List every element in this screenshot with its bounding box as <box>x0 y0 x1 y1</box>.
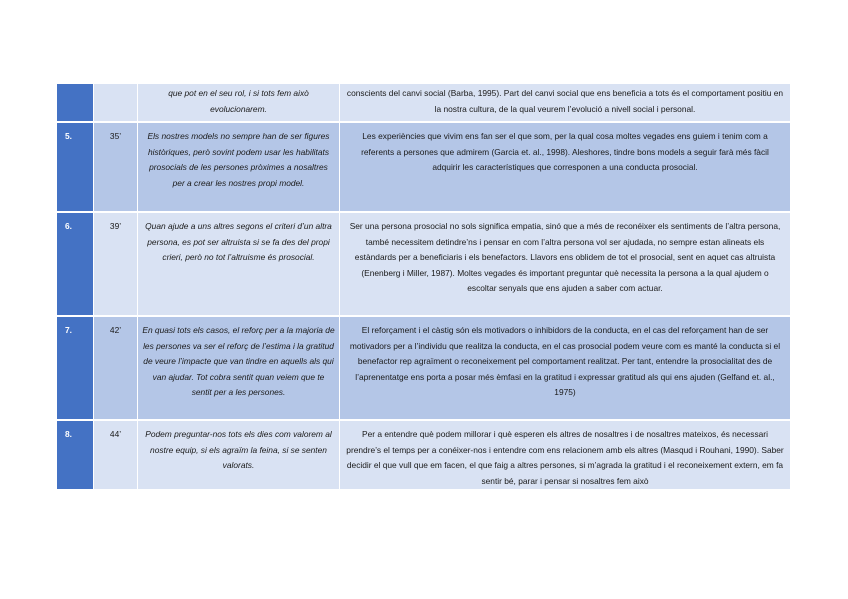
row-summary: Podem preguntar-nos tots els dies com valorem al nostre equip, si els agraïm la feina, si se senten valorats. <box>138 420 340 490</box>
table-row <box>57 316 791 420</box>
row-description: Les experiències que vivim ens fan ser el que som, per la qual cosa moltes vegades ens guiem i tenim com a referents a persones que admirem (Garcia et. al., 1998). Aleshores, tindre bons models a seguir farà més fàcil adquirir les característiques que corresponen a una conducta prosocial. <box>340 122 791 212</box>
table-row <box>57 122 791 212</box>
row-number: 5. <box>57 122 94 212</box>
row-summary: Els nostres models no sempre han de ser figures històriques, però sovint podem usar les habilitats prosocials de les persones pròximes a nosaltres per a crear les nostres propi model. <box>138 122 340 212</box>
row-description: El reforçament i el càstig són els motivadors o inhibidors de la conducta, en el cas del reforçament han de ser motivadors per a l’individu que realitza la conducta, en el cas prosocial podem veure com es manté la conducta si el benefactor rep agraïment o reconeixement pel comportament realitzat. Per tant, entendre la prosocialitat des de l’aprenentatge ens porta a posar més èmfasi en la gratitud i expressar gratitud als qui ens ajuden (Gelfand et. al., 1975) <box>340 316 791 420</box>
row-number: 7. <box>57 316 94 420</box>
session-table <box>57 84 791 491</box>
row-summary: En quasi tots els casos, el reforç per a la majoria de les persones va ser el reforç de l’estima i la gratitud de veure l’impacte que van tindre en aquells als qui van ajudar. Tot cobra sentit quan veiem que te sentit per a les persones. <box>138 316 340 420</box>
row-description: conscients del canvi social (Barba, 1995). Part del canvi social que ens beneficia a tots és el comportament positiu en la nostra cultura, de la qual veurem l’evolució a nivell social i personal. <box>340 84 791 122</box>
row-time <box>94 84 138 122</box>
row-description: Per a entendre què podem millorar i què esperen els altres de nosaltres i de nosaltres mateixos, és necessari prendre’s el temps per a conéixer-nos i entendre com ens relacionem amb els altres (Masqud i Rouhani, 1990). Saber decidir el que vull que em facen, el que faig a altres persones, si m’agrada la gratitud i el reconeixement extern, em fa sentir bé, parar i pensar si nosaltres fem això <box>340 420 791 490</box>
row-summary: Quan ajude a uns altres segons el criteri d’un altra persona, es pot ser altruista si se fa des del propi crieri, però no tot l’altruisme és prosocial. <box>138 212 340 316</box>
row-time: 42’ <box>94 316 138 420</box>
row-number: 8. <box>57 420 94 490</box>
row-time: 44’ <box>94 420 138 490</box>
table-row <box>57 420 791 490</box>
row-number: 6. <box>57 212 94 316</box>
row-time: 35’ <box>94 122 138 212</box>
table-row <box>57 212 791 316</box>
row-time: 39’ <box>94 212 138 316</box>
row-summary: que pot en el seu rol, i si tots fem això evolucionarem. <box>138 84 340 122</box>
row-number <box>57 84 94 122</box>
row-description: Ser una persona prosocial no sols significa empatia, sinó que a més de reconéixer els sentiments de l’altra persona, també necessitem detindre’ns i pensar en com l’altra persona vol ser ajudada, no sempre estan alineats els estàndards per a beneficiaris i els benefactors. Llavors ens oblidem de tot el prosocial, sent en aquet cas altruista (Enenberg i Miller, 1987). Moltes vegades és important preguntar què necessita la persona a la qual ajudem o escoltar senyals que ens ajuden a saber com actuar. <box>340 212 791 316</box>
table-row <box>57 84 791 122</box>
